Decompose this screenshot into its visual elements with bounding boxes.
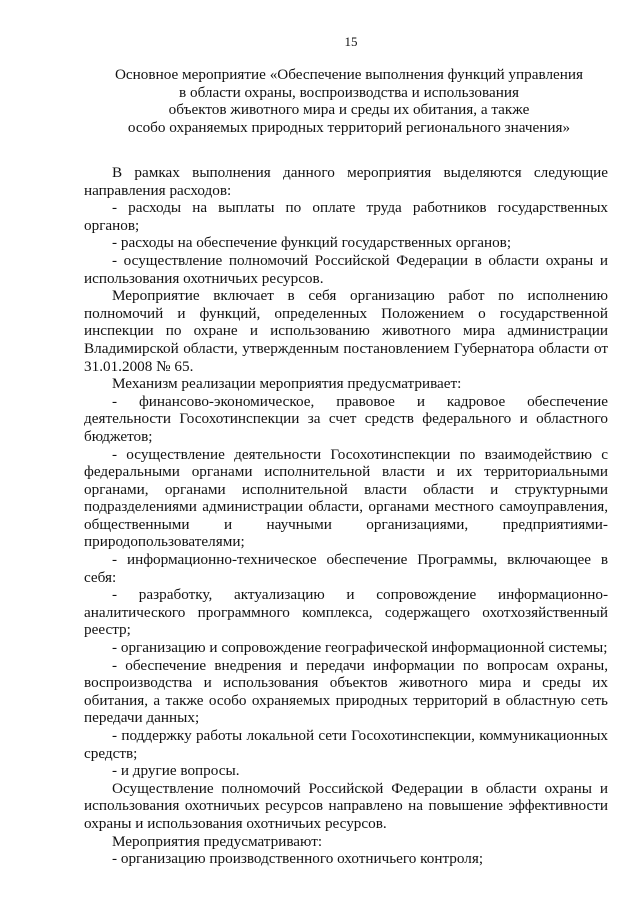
list-item: - поддержку работы локальной сети Госохотинспекции, коммуникационных средств; bbox=[84, 727, 608, 762]
list-item: - финансово-экономическое, правовое и кадровое обеспечение деятельности Госохотинспекции за счет средств федерального и областного бюджетов; bbox=[84, 392, 608, 445]
list-item: - организацию и сопровождение географической информационной системы; bbox=[112, 639, 608, 657]
title-line: объектов животного мира и среды их обитания, а также bbox=[168, 101, 530, 118]
title-line: Основное мероприятие «Обеспечение выполнения функций управления bbox=[114, 66, 584, 83]
paragraph: Мероприятие включает в себя организацию работ по исполнению полномочий и функций, определенных Положением о государственной инспекции по охране и использованию животного мира администрации Владимирской области, утвержденным постановлением Губернатора области от 31.01.2008 № 65. bbox=[84, 287, 608, 375]
document-page bbox=[84, 34, 608, 868]
paragraph: Мероприятия предусматривают: bbox=[112, 832, 323, 850]
paragraph: Механизм реализации мероприятия предусматривает: bbox=[112, 375, 462, 393]
section-title bbox=[84, 66, 608, 136]
paragraph: Осуществление полномочий Российской Федерации в области охраны и использования охотничьих ресурсов направлено на повышение эффективности охраны и использования охотничьих ресурсов. bbox=[84, 779, 608, 832]
list-item: - разработку, актуализацию и сопровождение информационно-аналитического программного комплекса, содержащего охотхозяйственный реестр; bbox=[84, 586, 608, 639]
title-line: особо охраняемых природных территорий регионального значения» bbox=[127, 118, 571, 136]
paragraph: В рамках выполнения данного мероприятия выделяются следующие направления расходов: bbox=[84, 164, 608, 199]
list-item: - информационно-техническое обеспечение Программы, включающее в себя: bbox=[84, 551, 608, 586]
list-item: - и другие вопросы. bbox=[112, 762, 240, 780]
title-line: в области охраны, воспроизводства и использования bbox=[179, 83, 519, 101]
list-item: - организацию производственного охотничьего контроля; bbox=[112, 850, 484, 868]
list-item: - расходы на обеспечение функций государственных органов; bbox=[112, 234, 512, 252]
list-item: - обеспечение внедрения и передачи информации по вопросам охраны, воспроизводства и использования объектов животного мира и среды их обитания, а также особо охраняемых природных территорий в областную сеть передачи данных; bbox=[84, 656, 608, 727]
page-number: 15 bbox=[344, 34, 358, 49]
list-item: - осуществление деятельности Госохотинспекции по взаимодействию с федеральными органами исполнительной власти и их территориальными органами, органами исполнительной власти области и структурными подразделениями администрации области, органами местного самоуправления, общественными и научными организациями, предприятиями-природопользователями; bbox=[84, 445, 608, 551]
document-body bbox=[84, 164, 608, 868]
list-item: - осуществление полномочий Российской Федерации в области охраны и использования охотничьих ресурсов. bbox=[84, 251, 608, 287]
list-item: - расходы на выплаты по оплате труда работников государственных органов; bbox=[84, 199, 608, 234]
